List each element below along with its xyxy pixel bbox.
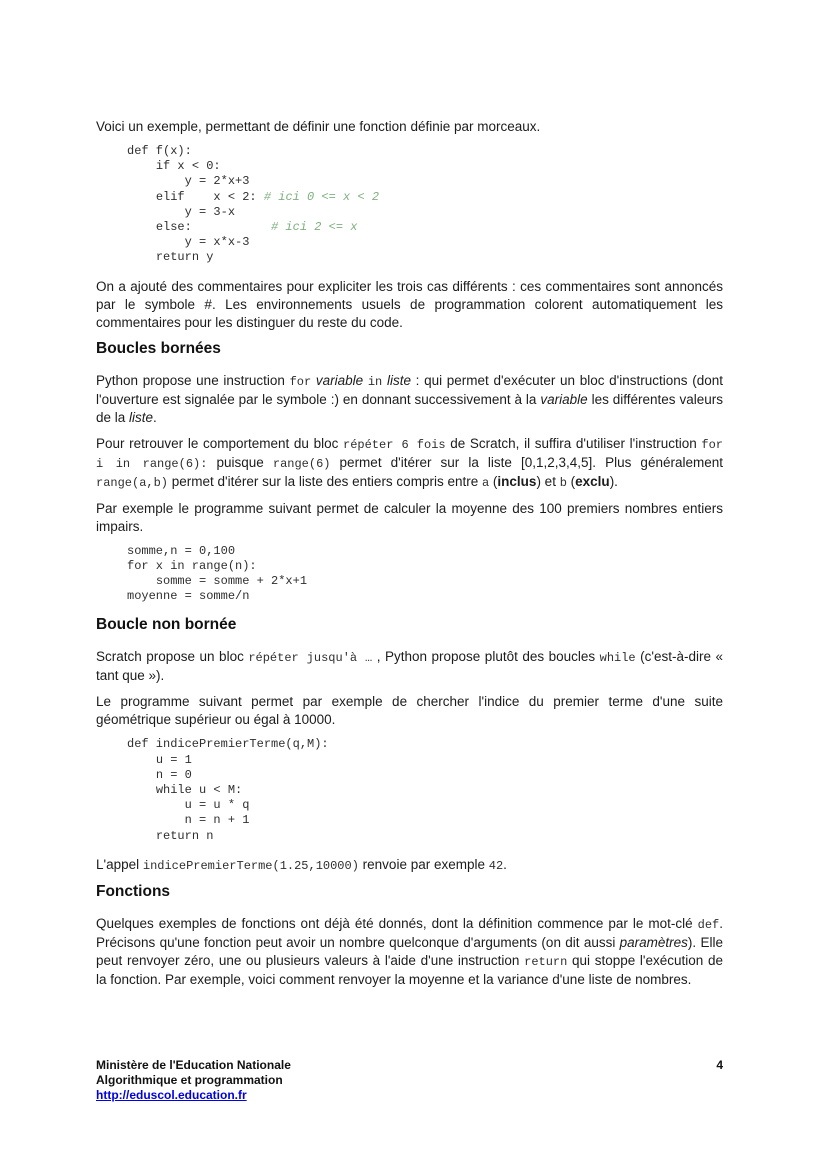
- text-segment: return n: [127, 828, 214, 843]
- text-segment: moyenne = somme/n: [127, 589, 250, 604]
- paragraph-while-explanation: [96, 648, 723, 685]
- code-line: [127, 813, 723, 828]
- text-segment: ).: [609, 473, 618, 489]
- text-segment: while u < M:: [127, 783, 243, 798]
- code-line: [127, 205, 723, 220]
- text-segment: Pour retrouver le comportement du bloc: [96, 435, 343, 451]
- footer-eduscol-link[interactable]: http://eduscol.education.fr: [96, 1088, 247, 1102]
- code-line: [127, 737, 723, 752]
- code-line: [127, 190, 723, 205]
- code-block-piecewise-function: [127, 144, 723, 266]
- text-segment: return: [524, 954, 568, 969]
- text-segment: Python propose une instruction: [96, 372, 290, 388]
- text-segment: (: [489, 473, 498, 489]
- code-line: [127, 159, 723, 174]
- page-number: 4: [716, 1058, 723, 1072]
- code-line: [127, 768, 723, 783]
- text-segment: def f(x):: [127, 144, 192, 158]
- text-segment: somme = somme + 2*x+1: [127, 574, 308, 589]
- text-segment: de Scratch, il suffira d'utiliser l'instruction: [445, 435, 702, 451]
- paragraph-fonctions-explanation: [96, 915, 723, 989]
- text-segment: Par exemple le programme suivant permet de calculer la moyenne des 100 premiers nombres entiers impairs.: [96, 500, 723, 534]
- text-segment: for x in range(n):: [127, 558, 257, 573]
- text-segment: : qui permet d'exécuter un bloc d'instructions (dont l'ouverture est signalée par le symbole :) en donnant successivement à la: [96, 372, 723, 407]
- text-segment: ) et: [536, 473, 560, 489]
- footer-ministry-line: Ministère de l'Education Nationale: [96, 1058, 291, 1072]
- text-segment: n = 0: [127, 767, 192, 782]
- text-segment: y = x*x-3: [127, 235, 250, 250]
- text-segment: répéter 6 fois: [343, 437, 446, 452]
- text-segment: . Précisons qu'une fonction peut avoir un nombre quelconque d'arguments (on dit aussi: [96, 915, 723, 950]
- text-segment: Le programme suivant permet par exemple de chercher l'indice du premier terme d'une suite géométrique supérieur ou égal à 10000.: [96, 694, 723, 728]
- text-segment: a: [481, 475, 490, 490]
- text-segment: 42: [488, 858, 504, 873]
- text-segment: paramètres: [619, 934, 688, 950]
- footer-left-block: [96, 1058, 291, 1103]
- text-segment: renvoie par exemple: [358, 856, 489, 872]
- text-segment: .: [153, 409, 157, 425]
- text-segment: n = n + 1: [127, 813, 250, 828]
- text-segment: def indicePremierTerme(q,M):: [127, 737, 329, 752]
- text-segment: liste: [129, 409, 154, 425]
- text-segment: (: [566, 473, 576, 489]
- code-line: [127, 574, 723, 589]
- paragraph-range-explanation: [96, 435, 731, 492]
- text-segment: return y: [127, 250, 214, 265]
- heading-fonctions: Fonctions: [96, 882, 171, 900]
- code-comment: # ici 0 <= x < 2: [263, 189, 380, 204]
- text-segment: while: [599, 651, 636, 666]
- text-segment: for: [289, 374, 312, 389]
- text-segment: indicePremierTerme(1.25,10000): [142, 858, 359, 873]
- text-segment: L'appel: [96, 856, 143, 872]
- text-segment: permet d'itérer sur la liste des entiers compris entre: [168, 473, 482, 489]
- code-line: [127, 798, 723, 813]
- text-segment: variable: [315, 372, 364, 388]
- page-content: [96, 118, 731, 997]
- code-line: [127, 250, 723, 265]
- code-line: [127, 753, 723, 768]
- code-line: [127, 589, 723, 604]
- text-segment: b: [559, 475, 567, 490]
- text-segment: ). Elle peut renvoyer zéro, une ou plusieurs valeurs à l'aide d'une instruction: [96, 934, 723, 968]
- text-segment: les différentes valeurs de la: [96, 391, 723, 425]
- page-footer: [96, 1058, 723, 1103]
- code-block-indice-premier-terme: [127, 737, 723, 843]
- text-segment: for i in range(6):: [96, 437, 731, 471]
- heading-boucles-bornees: Boucles bornées: [96, 339, 221, 357]
- code-line: [127, 174, 723, 189]
- text-segment: puisque: [207, 454, 273, 470]
- text-segment: somme,n = 0,100: [127, 543, 236, 558]
- text-segment: range(a,b): [96, 475, 169, 490]
- code-line: [127, 220, 723, 235]
- text-segment: (c'est-à-dire « tant que »).: [96, 649, 723, 684]
- paragraph-moyenne-intro: [96, 500, 723, 536]
- text-segment: Quelques exemples de fonctions ont déjà été donnés, dont la définition commence par le mot-clé: [96, 915, 698, 931]
- code-line: [127, 144, 723, 159]
- text-segment: inclus: [497, 473, 537, 489]
- text-segment: elif x < 2:: [127, 189, 264, 204]
- code-line: [127, 829, 723, 844]
- text-segment: u = 1: [127, 752, 192, 767]
- text-segment: Scratch propose un bloc: [96, 649, 249, 665]
- text-segment: u = u * q: [127, 798, 250, 813]
- paragraph-for-instruction: [96, 372, 723, 427]
- text-segment: exclu: [575, 473, 610, 489]
- text-segment: in: [367, 374, 383, 389]
- heading-boucle-non-bornee: Boucle non bornée: [96, 616, 237, 634]
- text-segment: def: [697, 917, 720, 932]
- text-segment: Voici un exemple, permettant de définir une fonction définie par morceaux.: [96, 119, 541, 134]
- code-line: [127, 559, 723, 574]
- text-segment: .: [503, 856, 507, 872]
- code-line: [127, 544, 723, 559]
- text-segment: y = 3-x: [127, 204, 236, 219]
- footer-document-title: Algorithmique et programmation: [96, 1073, 283, 1087]
- text-segment: , Python propose plutôt des boucles: [372, 649, 600, 665]
- code-line: [127, 783, 723, 798]
- code-comment: # ici 2 <= x: [271, 220, 358, 235]
- text-segment: variable: [540, 391, 588, 407]
- text-segment: if x < 0:: [127, 159, 221, 174]
- text-segment: qui stoppe l'exécution de la fonction. Par exemple, voici comment renvoyer la moyenne et la variance d'une liste de nombres.: [96, 952, 723, 987]
- paragraph-suite-geometrique: [96, 693, 723, 729]
- paragraph-comments-explanation: [96, 278, 723, 332]
- text-segment: else:: [127, 220, 272, 235]
- code-line: [127, 235, 723, 250]
- paragraph-intro: [96, 118, 723, 136]
- text-segment: liste: [386, 372, 411, 388]
- text-segment: répéter jusqu'à …: [248, 651, 373, 666]
- text-segment: range(6): [272, 456, 331, 471]
- text-segment: permet d'itérer sur la liste [0,1,2,3,4,5]. Plus généralement: [330, 454, 723, 470]
- text-segment: On a ajouté des commentaires pour expliciter les trois cas différents : ces commentaires sont annoncés par le symbole #. Les environnements usuels de programmation colorent automatiquement les commentaires pour les distinguer du reste du code.: [96, 278, 723, 330]
- paragraph-appel-exemple: [96, 856, 723, 875]
- text-segment: y = 2*x+3: [127, 174, 250, 189]
- code-block-moyenne: [127, 544, 723, 605]
